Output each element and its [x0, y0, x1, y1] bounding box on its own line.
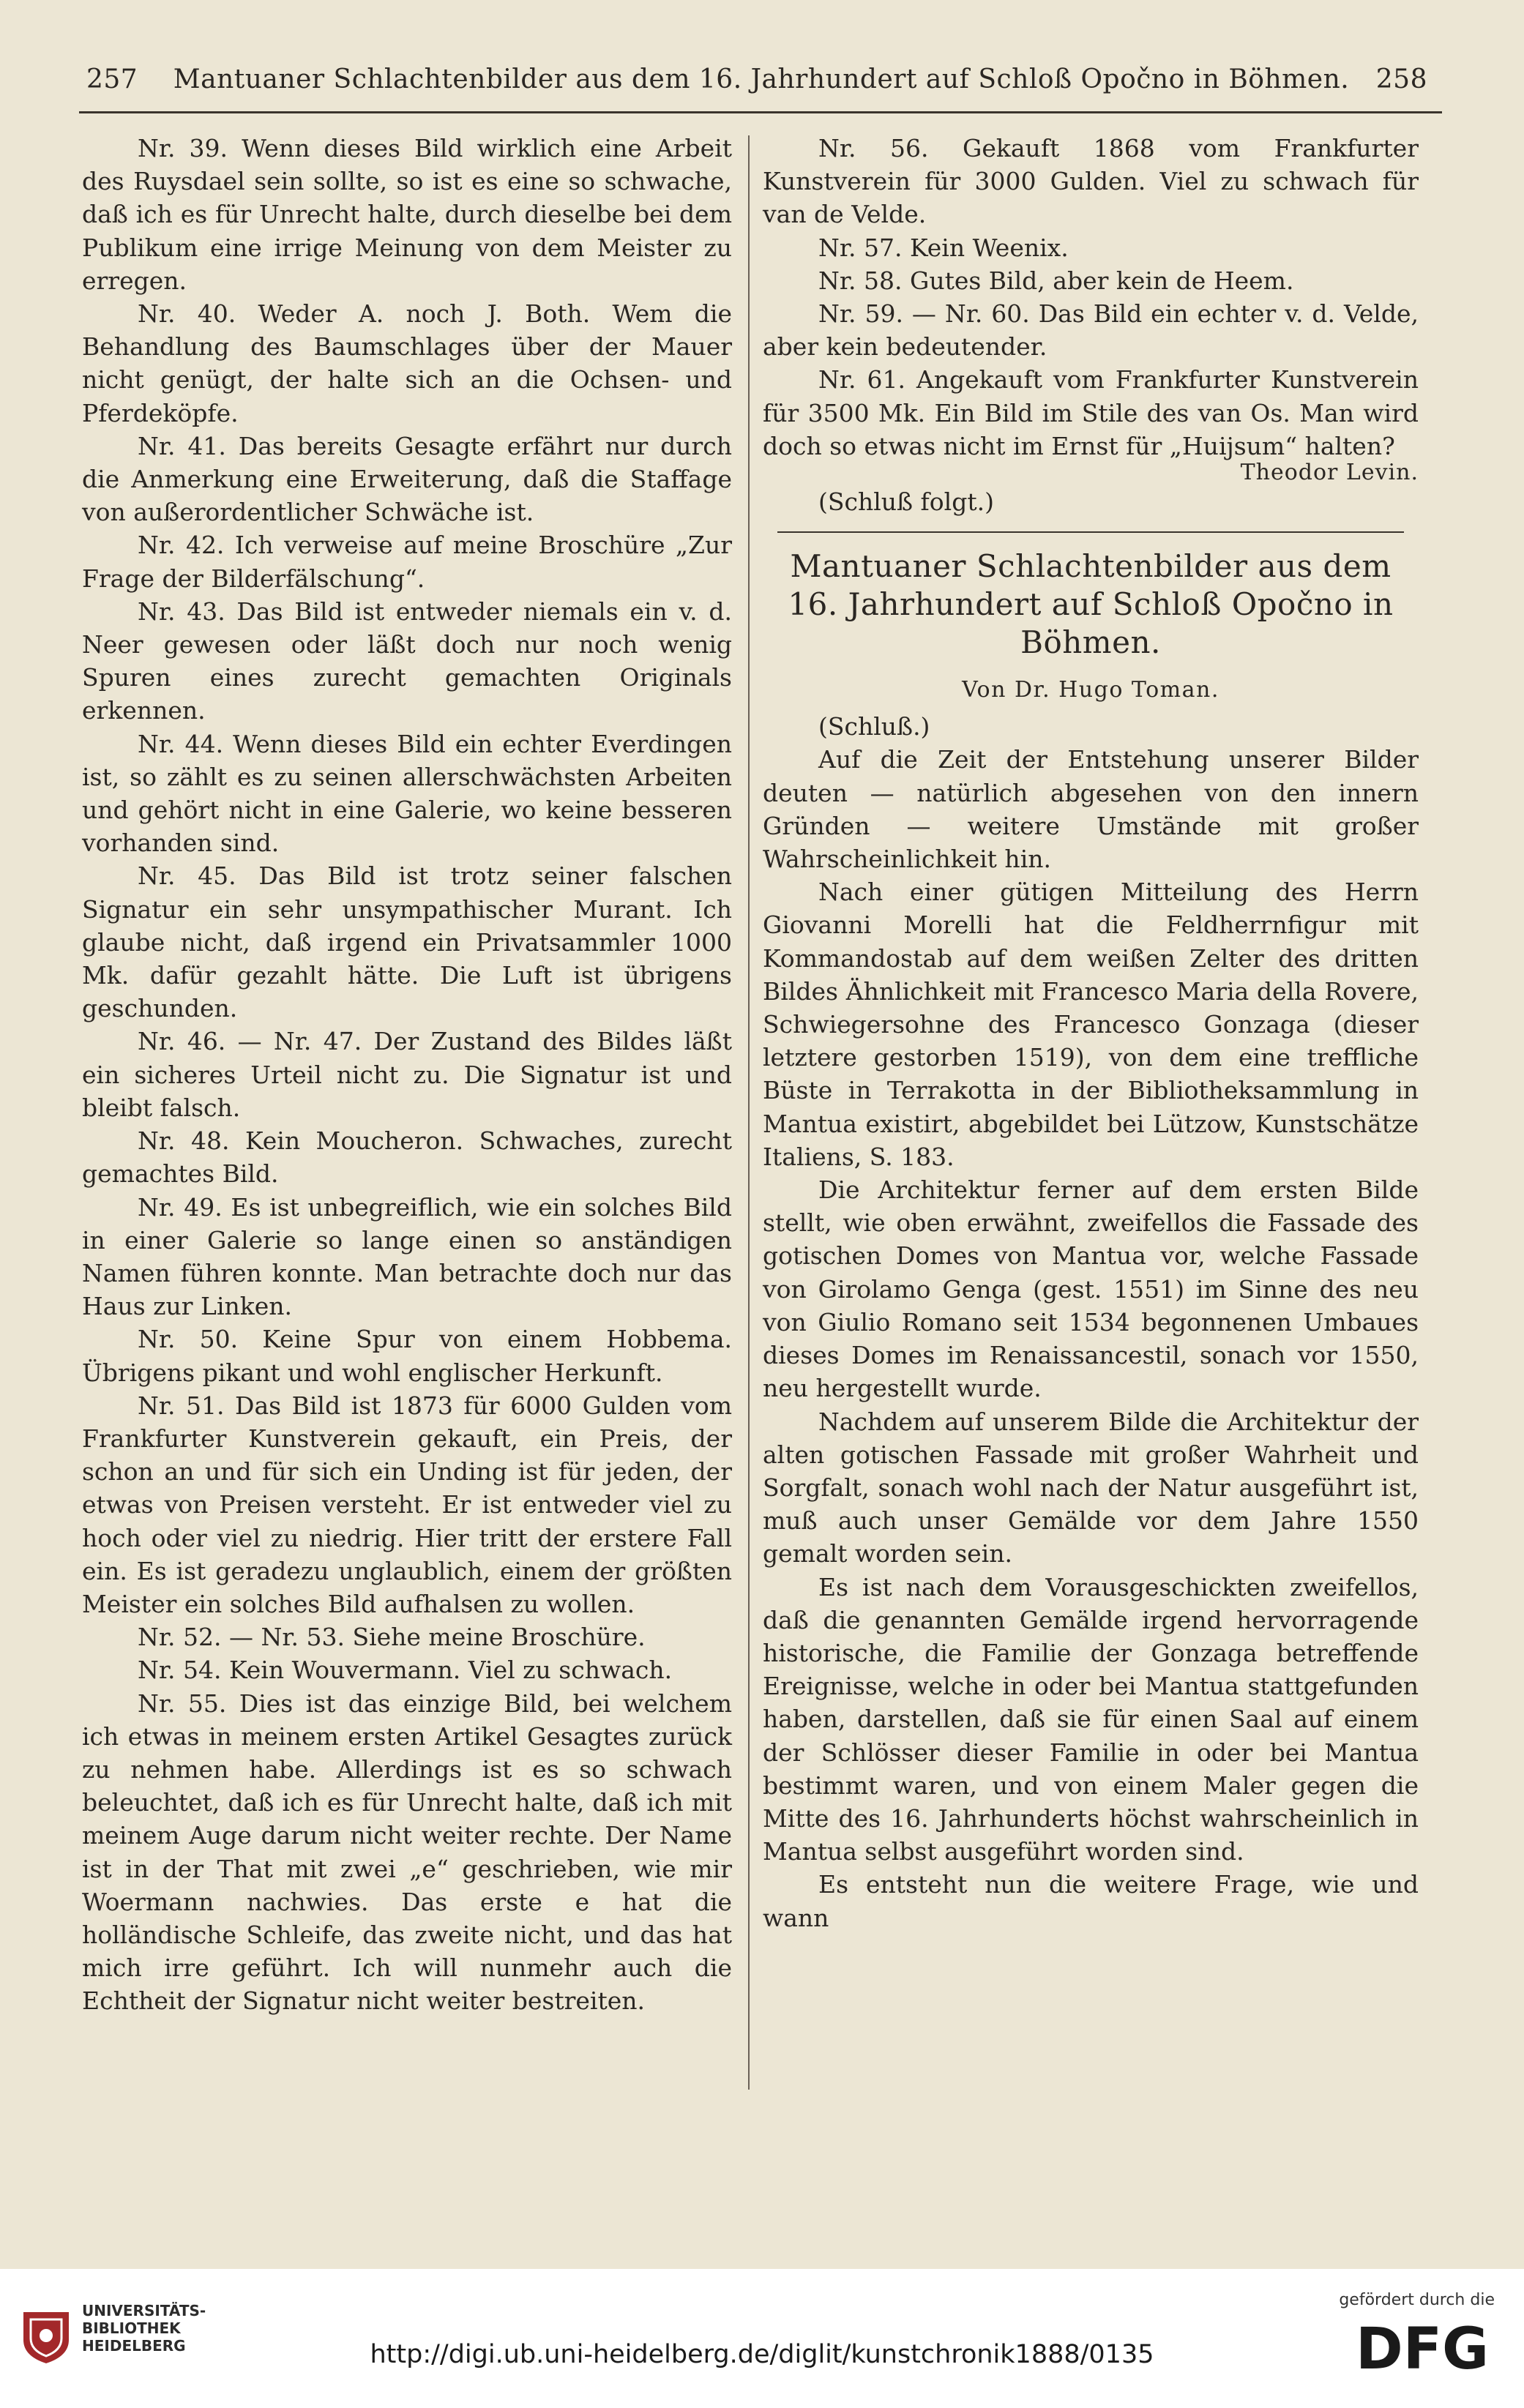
article-paragraph: Es entsteht nun die weitere Frage, wie und wann — [763, 1870, 1419, 1932]
entry-paragraph: Nr. 55. Dies ist das einzige Bild, bei welchem ich etwas in meinem ersten Artikel Gesagtes zurück zu nehmen habe. Allerdings ist es so schwach beleuchtet, daß ich es für Unrecht halte, daß ich mit meinem Auge darum nicht weiter rechte. Der Name ist in der That mit zwei „e“ geschrieben, wie mir Woermann nachwies. Das erste e hat die holländische Schleife, das zweite nicht, und das hat mich irre geführt. Ich will nunmehr auch die Echtheit der Signatur nicht weiter bestreiten. — [82, 1689, 732, 2016]
entry-paragraph: Nr. 49. Es ist unbegreiflich, wie ein solches Bild in einer Galerie so lange einen so anständigen Namen führen konnte. Man betrachte doch nur das Haus zur Linken. — [82, 1192, 732, 1321]
entry-paragraph: Nr. 39. Wenn dieses Bild wirklich eine Arbeit des Ruysdael sein sollte, so ist es eine so schwache, daß ich es für Unrecht halte, durch dieselbe bei dem Publikum eine irrige Meinung von dem Meister zu erregen. — [82, 134, 732, 295]
column-divider — [748, 135, 750, 2090]
left-column — [82, 132, 732, 2018]
conclusion-note: (Schluß.) — [818, 712, 930, 741]
source-url[interactable]: http://digi.ub.uni-heidelberg.de/diglit/kunstchronik1888/0135 — [370, 2340, 1154, 2369]
running-header — [81, 59, 1442, 110]
entry-paragraph: Nr. 46. — Nr. 47. Der Zustand des Bildes läßt ein sicheres Urteil nicht zu. Die Signatur ist und bleibt falsch. — [82, 1027, 732, 1122]
entry-paragraph: Nr. 43. Das Bild ist entweder niemals ein v. d. Neer gewesen oder läßt doch nur noch wenig Spuren eines zurecht gemachten Originals erkennen. — [82, 597, 732, 725]
entry-paragraph: Nr. 50. Keine Spur von einem Hobbema. Übrigens pikant und wohl englischer Herkunft. — [82, 1325, 732, 1387]
entry-paragraph: Nr. 59. — Nr. 60. Das Bild ein echter v. d. Velde, aber kein bedeutender. — [763, 299, 1419, 362]
article-byline: Von Dr. Hugo Toman. — [962, 677, 1219, 703]
entry-paragraph: Nr. 57. Kein Weenix. — [818, 233, 1069, 262]
entry-paragraph: Nr. 54. Kein Wouvermann. Viel zu schwach. — [138, 1656, 673, 1685]
dfg-logo-text: DFG — [1356, 2319, 1490, 2377]
logo-line: UNIVERSITÄTS- — [82, 2302, 206, 2319]
article-paragraph: Nachdem auf unserem Bilde die Architektur der alten gotischen Fassade mit großer Wahrheit und Sorgfalt, sonach wohl nach der Natur ausgeführt ist, muß auch unser Gemälde vor dem Jahre 1550 gemalt worden sein. — [763, 1407, 1419, 1568]
header-rule — [79, 111, 1442, 113]
entry-paragraph: Nr. 42. Ich verweise auf meine Broschüre „Zur Frage der Bilderfälschung“. — [82, 531, 732, 593]
logo-line: HEIDELBERG — [82, 2337, 186, 2355]
entry-paragraph: Nr. 58. Gutes Bild, aber kein de Heem. — [818, 266, 1294, 295]
entry-paragraph: Nr. 48. Kein Moucheron. Schwaches, zurecht gemachtes Bild. — [82, 1126, 732, 1189]
logo-line: BIBLIOTHEK — [82, 2319, 181, 2337]
entry-paragraph: Nr. 44. Wenn dieses Bild ein echter Everdingen ist, so zählt es zu seinen allerschwächsten Arbeiten und gehört nicht in eine Galerie, wo keine besseren vorhanden sind. — [82, 729, 732, 858]
article-paragraph: Auf die Zeit der Entstehung unserer Bilder deuten — natürlich abgesehen von den innern Gründen — weitere Umstände mit großer Wahrscheinlichkeit hin. — [763, 745, 1419, 874]
article-paragraph: Es ist nach dem Vorausgeschickten zweifellos, daß die genannten Gemälde irgend hervorragende historische, die Familie der Gonzaga betreffende Ereignisse, welche in oder bei Mantua stattgefunden haben, darstellen, daß sie für einen Saal auf einem der Schlösser dieser Familie in oder bei Mantua bestimmt waren, und von einem Maler gegen die Mitte des 16. Jahrhunderts höchst wahrscheinlich in Mantua selbst ausgeführt worden sind. — [763, 1572, 1419, 1866]
article-paragraph: Die Architektur ferner auf dem ersten Bilde stellt, wie oben erwähnt, zweifellos die Fassade des gotischen Domes von Mantua vor, welche Fassade von Girolamo Genga (gest. 1551) im Sinne des neu von Giulio Romano seit 1534 begonnenen Umbaues dieses Domes im Renaissancestil, sonach vor 1550, neu hergestellt wurde. — [763, 1175, 1419, 1403]
article-paragraph: Nach einer gütigen Mitteilung des Herrn Giovanni Morelli hat die Feldherrnfigur mit Kommandostab auf dem weißen Zelter des dritten Bildes Ähnlichkeit mit Francesco Maria della Rovere, Schwiegersohne des Francesco Gonzaga (dieser letztere gestorben 1519), von dem eine treffliche Büste in Terrakotta in der Bibliotheksammlung in Mantua existirt, abgebildet bei Lützow, Kunstschätze Italiens, S. 183. — [763, 878, 1419, 1171]
article-title: Mantuaner Schlachtenbilder aus dem 16. Jahrhundert auf Schloß Opočno in Böhmen. — [788, 548, 1394, 661]
running-title: Mantuaner Schlachtenbilder aus dem 16. Jahrhundert auf Schloß Opočno in Böhmen. — [173, 64, 1350, 94]
entry-paragraph: Nr. 41. Das bereits Gesagte erfährt nur durch die Anmerkung eine Erweiterung, daß die Staffage von außerordentlicher Schwäche ist. — [82, 431, 732, 527]
entry-paragraph: Nr. 61. Angekauft vom Frankfurter Kunstverein für 3500 Mk. Ein Bild im Stile des van Os. Man wird doch so etwas nicht im Ernst für „Huijsum“ halten? — [763, 365, 1419, 460]
article-separator — [777, 531, 1404, 533]
page-number-left: 257 — [86, 64, 138, 94]
entry-paragraph: Nr. 51. Das Bild ist 1873 für 6000 Gulden vom Frankfurter Kunstverein gekauft, ein Preis, der schon an und für sich ein Unding ist für jeden, der etwas von Preisen versteht. Er ist entweder viel zu hoch oder viel zu niedrig. Hier tritt der erstere Fall ein. Es ist geradezu unglaublich, einem der größten Meister ein solches Bild aufhalsen zu wollen. — [82, 1391, 732, 1618]
entry-paragraph: Nr. 52. — Nr. 53. Siehe meine Broschüre. — [138, 1623, 646, 1652]
funding-note: gefördert durch die — [1339, 2291, 1495, 2309]
page-number-right: 258 — [1375, 64, 1427, 94]
entry-paragraph: Nr. 56. Gekauft 1868 vom Frankfurter Kunstverein für 3000 Gulden. Viel zu schwach für van de Velde. — [763, 134, 1419, 229]
author-signature: Theodor Levin. — [1240, 460, 1419, 486]
continued-note: (Schluß folgt.) — [818, 487, 994, 517]
dfg-logo-icon[interactable] — [1356, 2319, 1495, 2377]
entry-paragraph: Nr. 40. Weder A. noch J. Both. Wem die Behandlung des Baumschlages über der Mauer nicht genügt, der halte sich an die Ochsen- und Pferdeköpfe. — [82, 299, 732, 427]
entry-paragraph: Nr. 45. Das Bild ist trotz seiner falschen Signatur ein sehr unsympathischer Murant. Ich glaube nicht, daß irgend ein Privatsammler 1000 Mk. dafür gezahlt hätte. Die Luft ist übrigens geschunden. — [82, 861, 732, 1023]
right-column — [763, 132, 1419, 1934]
